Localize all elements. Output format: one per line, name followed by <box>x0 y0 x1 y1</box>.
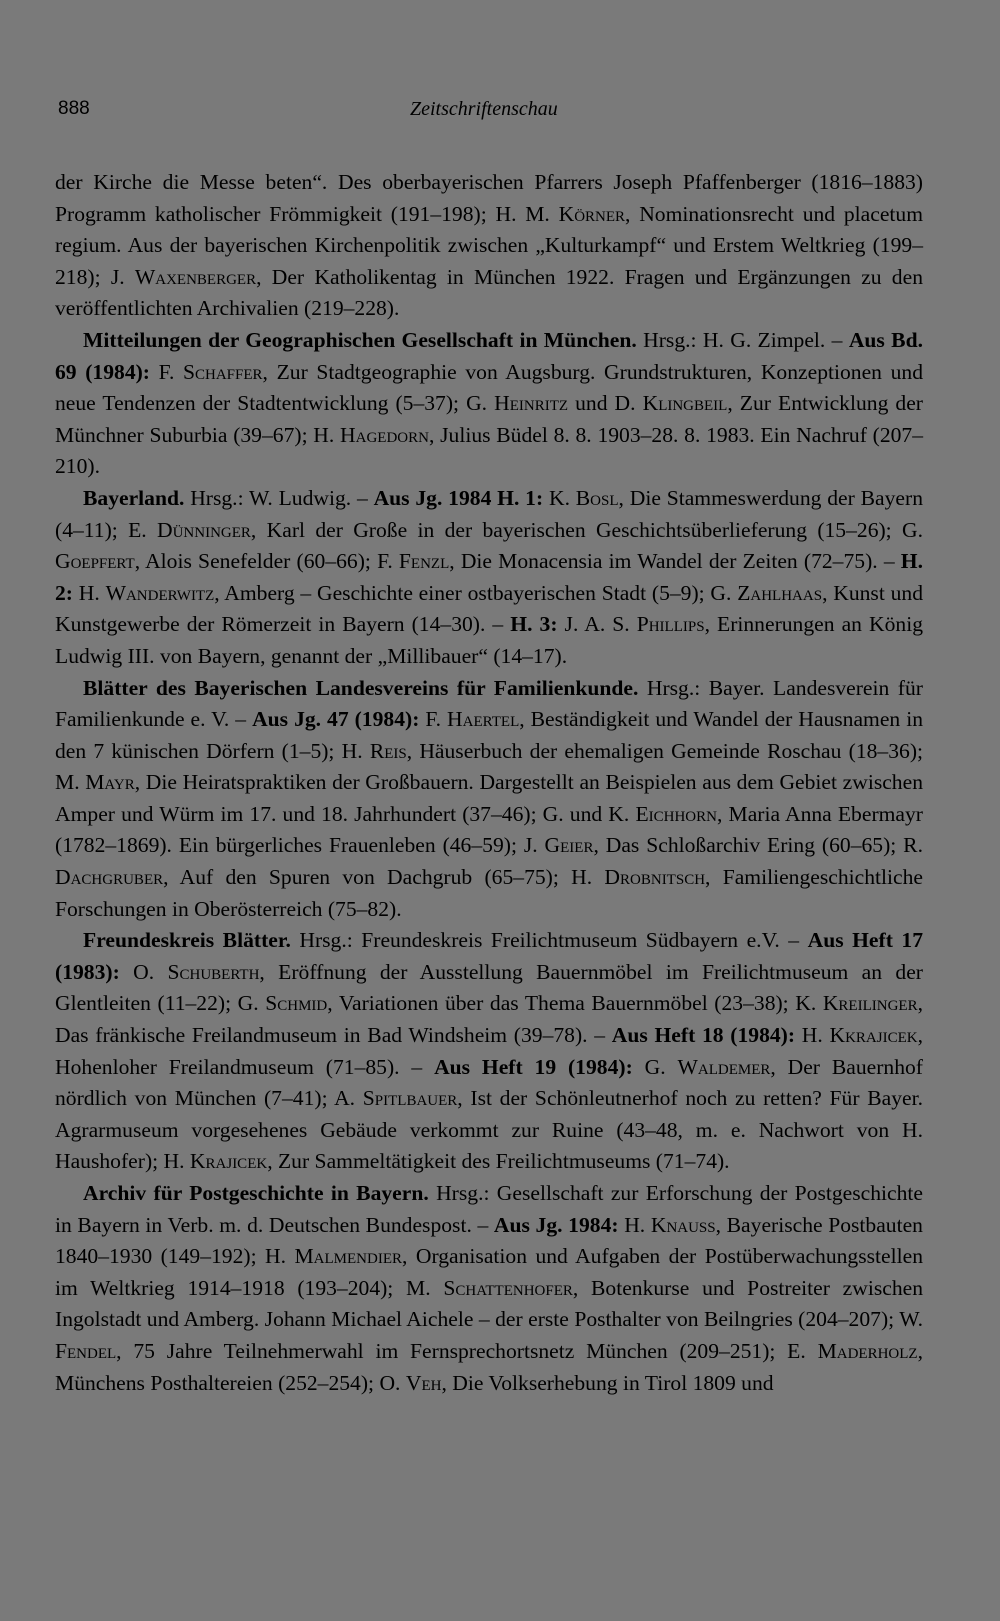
bold-heading: Aus Bd. 69 (1984): <box>55 327 923 384</box>
author-name: Goepfert <box>55 549 135 574</box>
text-run: , Das Schloßarchiv Ering (60–65); R. <box>593 833 923 858</box>
author-name: Dünninger <box>157 517 251 542</box>
author-name: Kkrajicek <box>829 1023 918 1048</box>
author-name: Wanderwitz <box>105 580 215 605</box>
bold-heading: Aus Jg. 1984 H. 1: <box>373 485 544 510</box>
text-run: und D. <box>568 391 643 416</box>
bold-heading: Aus Heft 19 (1984): <box>434 1054 633 1079</box>
text-run: , Zur Sammeltätigkeit des Freilichtmuseums (71–74). <box>267 1149 730 1174</box>
author-name: Fenzl <box>398 549 450 574</box>
text-run: , Bayerische Postbauten 1840–1930 (149–192); H. <box>55 1212 923 1269</box>
author-name: Krajicek <box>189 1149 268 1174</box>
text-run: J. A. S. <box>557 612 637 637</box>
text-run: , Die Heiratspraktiken der Großbauern. Dargestellt an Beispielen aus dem Gebiet zwischen Amper und Würm im 17. und 18. Jahrhundert (37–46); G. und K. <box>55 770 923 826</box>
author-name: Knauss <box>650 1212 716 1237</box>
author-name: Fendel <box>55 1338 117 1363</box>
text-run: Hrsg.: Bayer. Landesverein für Familienkunde e. V. – <box>55 675 923 732</box>
author-name: Reis <box>369 738 407 763</box>
author-name: Dachgruber <box>55 865 164 890</box>
bold-heading: Aus Heft 17 (1983): <box>55 928 923 984</box>
author-name: Schaffer <box>183 359 263 384</box>
bold-heading: Aus Jg. 1984: <box>493 1212 619 1237</box>
author-name: Spitlbauer <box>362 1086 458 1111</box>
text-run: , Eröffnung der Ausstellung Bauernmöbel im Freilichtmuseum an der Glentleiten (11–22); G. <box>55 959 923 1016</box>
text-run: , Alois Senefelder (60–66); F. <box>134 549 399 574</box>
text-run: , Die Monacensia im Wandel der Zeiten (72–75). – <box>449 549 901 574</box>
author-name: Malmendier <box>294 1244 402 1269</box>
text-run: , Zur Stadtgeographie von Augsburg. Grundstrukturen, Konzeptionen und neue Tendenzen der Stadtentwicklung (5–37); G. <box>55 359 923 416</box>
entry-geographische-gesellschaft <box>55 325 923 483</box>
text-run: , Karl der Große in der bayerischen Geschichtsüberlieferung (15–26); G. <box>250 517 923 542</box>
bold-heading: Mitteilungen der Geographischen Gesellschaft in München. <box>83 327 637 352</box>
entry-bayerland <box>55 483 923 673</box>
text-run: , Amberg – Geschichte einer ostbayerischen Stadt (5–9); G. <box>214 580 738 605</box>
text-run: , Das fränkische Freilandmuseum in Bad Windsheim (39–78). – <box>55 991 923 1048</box>
text-run: K. <box>543 485 576 510</box>
bold-heading: Archiv für Postgeschichte in Bayern. <box>83 1181 429 1205</box>
bold-heading: H. 2: <box>55 549 923 605</box>
bold-heading: Blätter des Bayerischen Landesvereins für Familienkunde. <box>83 675 639 700</box>
running-title: Zeitschriftenschau <box>410 98 558 120</box>
text-run: , Organisation und Aufgaben der Postüberwachungsstellen im Weltkrieg 1914–1918 (193–204); M. <box>55 1244 923 1300</box>
continued-entry <box>55 167 923 325</box>
text-run: , Ist der Schönleutnerhof noch zu retten? Für Bayer. Agrarmuseum vorgesehenes Gebäude verkommt zur Ruine (43–48, m. e. Nachwort von H. Haushofer); H. <box>55 1086 923 1174</box>
text-run: , Der Bauernhof nördlich von München (7–41); A. <box>55 1054 923 1111</box>
bold-heading: Aus Heft 18 (1984): <box>611 1023 796 1048</box>
text-run: , Beständigkeit und Wandel der Hausnamen in den 7 künischen Dörfern (1–5); H. <box>55 707 923 763</box>
author-name: Phillips <box>636 612 705 637</box>
text-run: , Maria Anna Ebermayr (1782–1869). Ein bürgerliches Frauenleben (46–59); J. <box>55 801 923 858</box>
text-run: der Kirche die Messe beten“. Des oberbayerischen Pfarrers Joseph Pfaffenberger (1816–1883) Programm katholischer Frömmigkeit (191–198); H. M. <box>55 170 923 226</box>
author-name: Schattenhofer <box>443 1275 573 1300</box>
author-name: Maderholz <box>817 1338 918 1363</box>
text-run: , Erinnerungen an König Ludwig III. von Bayern, genannt der „Millibauer“ (14–17). <box>55 612 923 668</box>
text-run: H. <box>73 580 106 605</box>
author-name: Drobnitsch <box>604 865 706 890</box>
author-name: Klingbeil <box>642 391 728 416</box>
author-name: Schuberth <box>167 959 260 984</box>
page-header <box>58 98 918 128</box>
entry-familienkunde <box>55 673 923 926</box>
text-run: , Die Volkserhebung in Tirol 1809 und <box>441 1370 774 1395</box>
text-run: , Hohenloher Freilandmuseum (71–85). – <box>55 1023 923 1079</box>
text-run: , Kunst und Kunstgewerbe der Römerzeit in Bayern (14–30). – <box>55 580 923 637</box>
bold-heading: Bayerland. <box>83 485 185 510</box>
text-run: , Zur Entwicklung der Münchner Suburbia (39–67); H. <box>55 391 923 447</box>
author-name: Kreilinger <box>822 991 918 1016</box>
text-run: , Nominationsrecht und placetum regium. Aus der bayerischen Kirchenpolitik zwischen „Kulturkampf“ und Erstem Weltkrieg (199–218); J. <box>55 201 923 289</box>
author-name: Schmid <box>265 991 328 1016</box>
author-name: Haertel <box>447 707 520 732</box>
author-name: Geier <box>544 833 594 858</box>
page-number: 888 <box>58 98 90 119</box>
author-name: Heinritz <box>494 391 569 416</box>
text-run: Hrsg.: W. Ludwig. – <box>184 485 374 510</box>
author-name: Eichhorn <box>635 801 717 826</box>
text-run: , 75 Jahre Teilnehmerwahl im Fernsprechortsnetz München (209–251); E. <box>116 1338 818 1363</box>
text-run: Hrsg.: Freundeskreis Freilichtmuseum Südbayern e.V. – <box>290 928 808 953</box>
author-name: Veh <box>405 1370 442 1395</box>
author-name: Waxenberger <box>134 264 257 289</box>
text-run: , Häuserbuch der ehemaligen Gemeinde Roschau (18–36); M. <box>55 738 924 795</box>
author-name: Hagedorn <box>340 422 429 447</box>
text-run: F. <box>150 359 183 384</box>
bold-heading: Aus Jg. 47 (1984): <box>252 707 420 732</box>
text-run: H. <box>795 1023 830 1048</box>
author-name: Körner <box>558 201 626 226</box>
text-run: , Die Stammeswerdung der Bayern (4–11); E. <box>55 485 923 542</box>
text-run: F. <box>419 707 448 732</box>
author-name: Waldemer <box>677 1054 771 1079</box>
text-run: H. <box>618 1212 651 1237</box>
text-run: , Münchens Posthaltereien (252–254); O. <box>55 1338 923 1395</box>
text-run: G. <box>632 1054 678 1079</box>
text-run: , Botenkurse und Postreiter zwischen Ingolstadt und Amberg. Johann Michael Aichele – der erste Posthalter von Beilngries (204–207); W. <box>55 1275 924 1332</box>
text-run: Hrsg.: Gesellschaft zur Erforschung der Postgeschichte in Bayern in Verb. m. d. Deutschen Bundespost. – <box>55 1181 924 1237</box>
text-run: , Julius Büdel 8. 8. 1903–28. 8. 1983. Ein Nachruf (207–210). <box>55 422 924 479</box>
text-run: , Familiengeschichtliche Forschungen in Oberösterreich (75–82). <box>55 865 923 921</box>
text-run: , Variationen über das Thema Bauernmöbel (23–38); K. <box>327 991 823 1016</box>
bold-heading: Freundeskreis Blätter. <box>83 928 291 953</box>
author-name: Bosl <box>575 485 619 510</box>
entry-freundeskreis-blaetter <box>55 925 923 1178</box>
text-run: O. <box>119 959 168 984</box>
entry-postgeschichte <box>55 1178 923 1399</box>
body-text <box>55 167 923 1399</box>
text-run: , Der Katholikentag in München 1922. Fragen und Ergänzungen zu den veröffentlichten Archivalien (219–228). <box>55 264 923 321</box>
author-name: Mayr <box>85 770 135 795</box>
text-run: , Auf den Spuren von Dachgrub (65–75); H. <box>163 865 605 890</box>
bold-heading: H. 3: <box>510 612 558 637</box>
text-run: Hrsg.: H. G. Zimpel. – <box>636 327 849 352</box>
author-name: Zahlhaas <box>737 580 823 605</box>
